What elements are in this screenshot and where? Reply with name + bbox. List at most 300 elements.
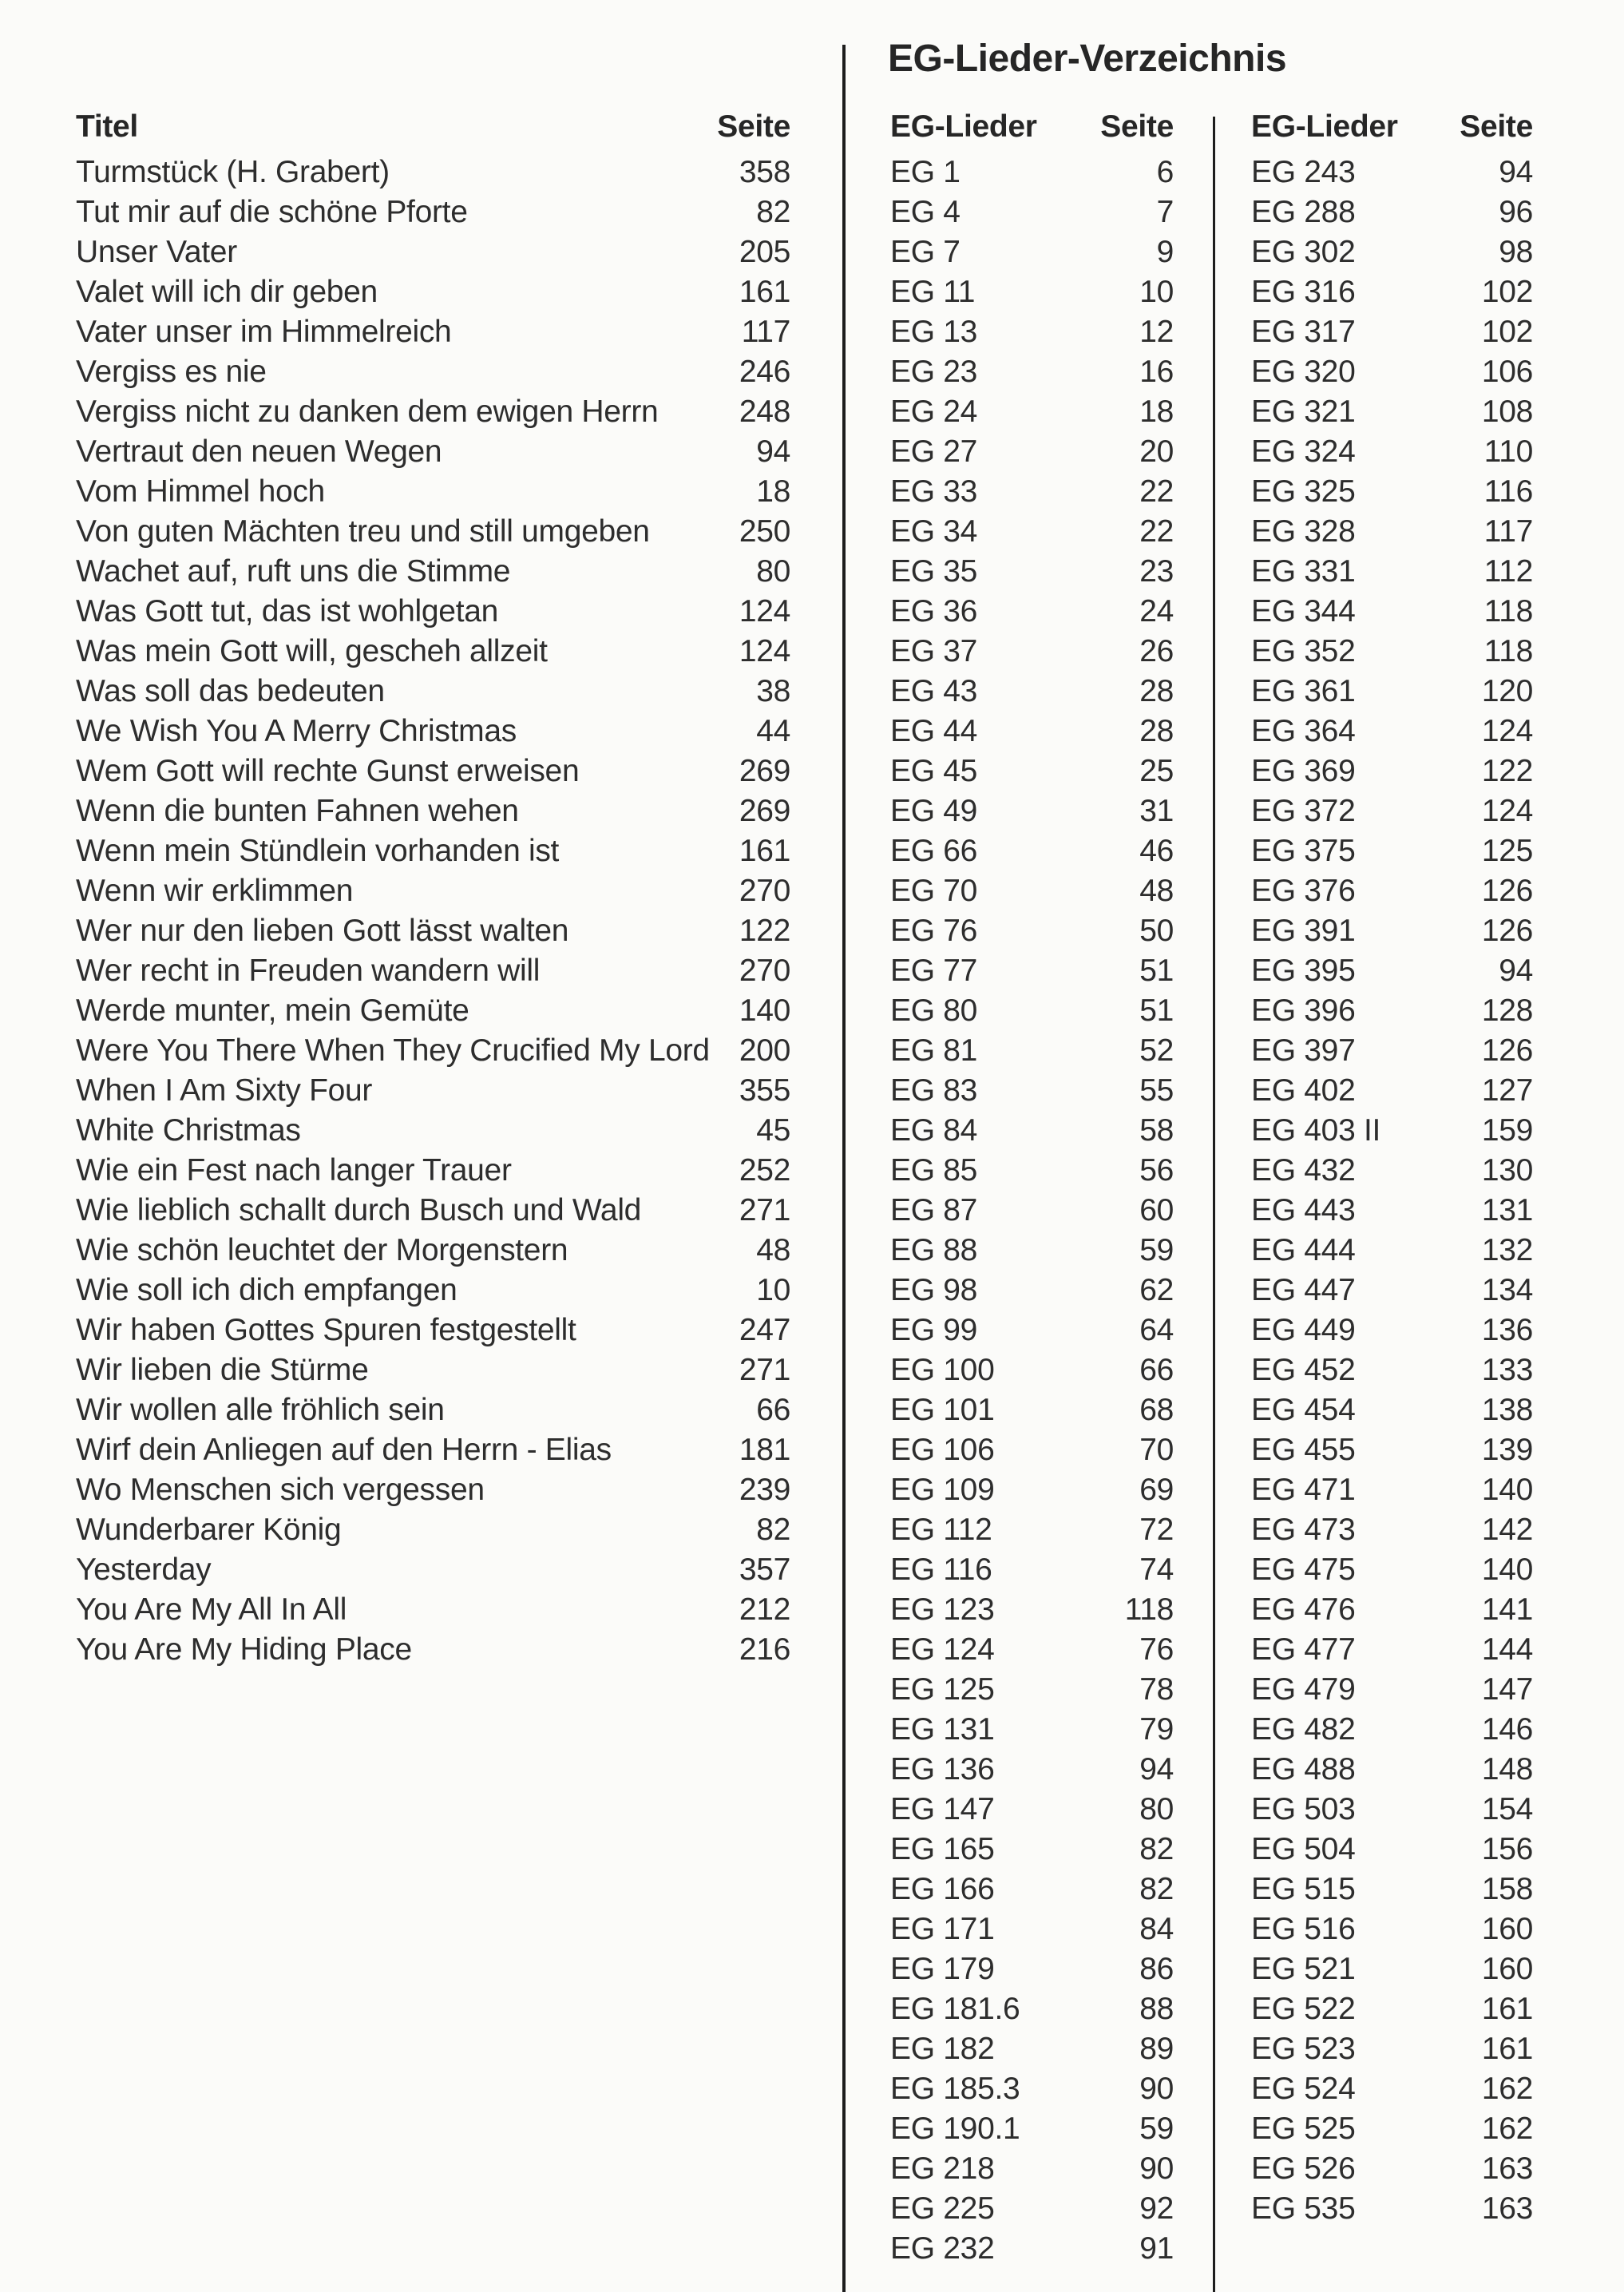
row-label: EG 479: [1251, 1671, 1356, 1707]
row-page-number: 59: [1139, 1232, 1174, 1267]
table-row: [890, 1430, 1174, 1469]
table-row: [890, 1110, 1174, 1150]
row-label: EG 70: [890, 873, 978, 908]
row-label: EG 116: [890, 1552, 992, 1587]
row-label: EG 452: [1251, 1352, 1356, 1387]
table-row: [1251, 631, 1533, 671]
row-page-number: 72: [1139, 1512, 1174, 1547]
row-label: EG 218: [890, 2151, 995, 2186]
table-row: [1251, 1989, 1533, 2028]
table-row: [1251, 351, 1533, 391]
table-row: [76, 1549, 790, 1589]
row-page-number: 48: [756, 1232, 790, 1267]
table-row: [1251, 1509, 1533, 1549]
row-page-number: 22: [1139, 474, 1174, 509]
row-label: Valet will ich dir geben: [76, 274, 378, 309]
row-label: EG 123: [890, 1592, 995, 1627]
title-index-rows: [76, 152, 790, 1669]
row-label: EG 522: [1251, 1991, 1356, 2026]
row-label: EG 181.6: [890, 1991, 1020, 2026]
table-row: [1251, 1749, 1533, 1789]
table-row: [890, 1070, 1174, 1110]
table-row: [890, 870, 1174, 910]
table-row: [890, 1350, 1174, 1390]
row-page-number: 84: [1139, 1911, 1174, 1946]
table-row: [1251, 1909, 1533, 1949]
row-label: EG 372: [1251, 793, 1356, 828]
row-page-number: 18: [1139, 394, 1174, 429]
row-page-number: 55: [1139, 1073, 1174, 1108]
row-label: EG 225: [890, 2191, 995, 2226]
row-label: EG 35: [890, 553, 978, 589]
row-label: Wie soll ich dich empfangen: [76, 1272, 457, 1307]
table-row: [890, 551, 1174, 591]
row-page-number: 62: [1139, 1272, 1174, 1307]
row-page-number: 117: [741, 314, 790, 349]
row-label: EG 376: [1251, 873, 1356, 908]
row-page-number: 98: [1499, 234, 1533, 269]
row-page-number: 160: [1481, 1951, 1533, 1986]
row-page-number: 200: [739, 1033, 790, 1068]
row-label: EG 232: [890, 2231, 995, 2266]
table-row: [1251, 1350, 1533, 1390]
table-row: [890, 1270, 1174, 1310]
table-row: [1251, 1270, 1533, 1310]
row-label: EG 503: [1251, 1791, 1356, 1826]
row-label: EG 447: [1251, 1272, 1356, 1307]
table-row: [76, 1310, 790, 1350]
table-row: [890, 1589, 1174, 1629]
table-row: [890, 1789, 1174, 1829]
row-page-number: 96: [1499, 194, 1533, 229]
row-label: EG 449: [1251, 1312, 1356, 1347]
eg-index-1-rows: [890, 152, 1174, 2268]
row-label: Unser Vater: [76, 234, 237, 269]
row-page-number: 124: [739, 633, 790, 668]
page-title: EG-Lieder-Verzeichnis: [888, 38, 1287, 80]
row-label: EG 402: [1251, 1073, 1356, 1108]
vertical-divider-left: [842, 45, 846, 2292]
row-label: Was Gott tut, das ist wohlgetan: [76, 593, 499, 629]
row-label: When I Am Sixty Four: [76, 1073, 373, 1108]
table-row: [890, 1869, 1174, 1909]
row-label: EG 84: [890, 1112, 978, 1148]
row-label: EG 476: [1251, 1592, 1356, 1627]
table-row: [1251, 1390, 1533, 1430]
row-page-number: 10: [1139, 274, 1174, 309]
eg-index-table-2: [1251, 106, 1533, 2228]
table-row: [76, 232, 790, 272]
row-label: EG 13: [890, 314, 978, 349]
row-label: Wie ein Fest nach langer Trauer: [76, 1152, 512, 1188]
row-page-number: 160: [1481, 1911, 1533, 1946]
row-label: EG 328: [1251, 514, 1356, 549]
row-page-number: 80: [1139, 1791, 1174, 1826]
table-row: [890, 2148, 1174, 2188]
row-label: EG 88: [890, 1232, 978, 1267]
row-label: Vom Himmel hoch: [76, 474, 325, 509]
row-label: EG 471: [1251, 1472, 1356, 1507]
row-label: Turmstück (H. Grabert): [76, 154, 390, 189]
row-label: EG 45: [890, 753, 978, 788]
row-page-number: 144: [1481, 1632, 1533, 1667]
row-label: Wie lieblich schallt durch Busch und Wald: [76, 1192, 642, 1227]
row-page-number: 52: [1139, 1033, 1174, 1068]
table-row: [890, 1310, 1174, 1350]
row-page-number: 163: [1481, 2151, 1533, 2186]
row-page-number: 118: [1483, 593, 1533, 629]
row-label: EG 43: [890, 673, 978, 708]
table-row: [890, 2028, 1174, 2068]
table-row: [1251, 910, 1533, 950]
table-row: [890, 1629, 1174, 1669]
table-row: [1251, 2148, 1533, 2188]
row-page-number: 124: [739, 593, 790, 629]
table-row: [890, 751, 1174, 791]
row-page-number: 159: [1481, 1112, 1533, 1148]
table-row: [1251, 831, 1533, 870]
row-page-number: 161: [739, 274, 790, 309]
row-page-number: 124: [1481, 713, 1533, 748]
table-row: [890, 2188, 1174, 2228]
row-label: EG 352: [1251, 633, 1356, 668]
row-page-number: 94: [756, 434, 790, 469]
eg-index-1-header-row: [890, 106, 1174, 146]
row-page-number: 26: [1139, 633, 1174, 668]
table-row: [890, 1829, 1174, 1869]
table-row: [890, 431, 1174, 471]
row-page-number: 163: [1481, 2191, 1533, 2226]
row-label: EG 85: [890, 1152, 978, 1188]
table-row: [890, 910, 1174, 950]
row-page-number: 140: [739, 993, 790, 1028]
table-row: [890, 1390, 1174, 1430]
row-label: EG 475: [1251, 1552, 1356, 1587]
table-row: [890, 1150, 1174, 1190]
table-row: [890, 1989, 1174, 2028]
row-page-number: 23: [1139, 553, 1174, 589]
row-label: EG 34: [890, 514, 978, 549]
row-label: EG 473: [1251, 1512, 1356, 1547]
table-row: [890, 1469, 1174, 1509]
row-page-number: 270: [739, 953, 790, 988]
row-page-number: 124: [1481, 793, 1533, 828]
row-page-number: 134: [1481, 1272, 1533, 1307]
row-page-number: 246: [739, 354, 790, 389]
table-row: [76, 831, 790, 870]
row-page-number: 69: [1139, 1472, 1174, 1507]
row-page-number: 270: [739, 873, 790, 908]
row-label: Wie schön leuchtet der Morgenstern: [76, 1232, 568, 1267]
row-label: EG 288: [1251, 194, 1356, 229]
row-page-number: 132: [1481, 1232, 1533, 1267]
row-page-number: 91: [1139, 2231, 1174, 2266]
row-page-number: 120: [1481, 673, 1533, 708]
row-label: EG 324: [1251, 434, 1356, 469]
row-page-number: 142: [1481, 1512, 1533, 1547]
row-label: Tut mir auf die schöne Pforte: [76, 194, 468, 229]
row-label: EG 243: [1251, 154, 1356, 189]
row-label: Wer recht in Freuden wandern will: [76, 953, 541, 988]
row-label: EG 317: [1251, 314, 1356, 349]
row-label: EG 526: [1251, 2151, 1356, 2186]
row-label: EG 190.1: [890, 2111, 1020, 2146]
row-page-number: 110: [1483, 434, 1533, 469]
row-label: EG 361: [1251, 673, 1356, 708]
table-row: [1251, 671, 1533, 711]
row-page-number: 122: [739, 913, 790, 948]
row-label: EG 185.3: [890, 2071, 1020, 2106]
row-label: EG 27: [890, 434, 978, 469]
row-page-number: 162: [1481, 2071, 1533, 2106]
table-row: [890, 1749, 1174, 1789]
table-row: [1251, 1669, 1533, 1709]
table-row: [1251, 471, 1533, 511]
table-row: [1251, 1310, 1533, 1350]
row-page-number: 9: [1156, 234, 1174, 269]
row-page-number: 133: [1481, 1352, 1533, 1387]
table-row: [1251, 2188, 1533, 2228]
table-row: [890, 671, 1174, 711]
row-label: You Are My Hiding Place: [76, 1632, 412, 1667]
row-page-number: 357: [739, 1552, 790, 1587]
row-page-number: 139: [1481, 1432, 1533, 1467]
row-label: EG 182: [890, 2031, 995, 2066]
table-row: [890, 990, 1174, 1030]
table-row: [1251, 1869, 1533, 1909]
table-row: [1251, 551, 1533, 591]
table-row: [76, 311, 790, 351]
table-row: [76, 431, 790, 471]
vertical-divider-middle: [1213, 117, 1215, 2292]
row-label: Wunderbarer König: [76, 1512, 342, 1547]
row-page-number: 140: [1481, 1472, 1533, 1507]
row-label: EG 49: [890, 793, 978, 828]
row-page-number: 48: [1139, 873, 1174, 908]
table-row: [1251, 1469, 1533, 1509]
table-row: [1251, 2028, 1533, 2068]
row-page-number: 82: [1139, 1831, 1174, 1866]
title-index-header-row: [76, 106, 790, 146]
row-page-number: 12: [1139, 314, 1174, 349]
row-label: EG 124: [890, 1632, 995, 1667]
row-label: EG 375: [1251, 833, 1356, 868]
row-label: EG 477: [1251, 1632, 1356, 1667]
row-page-number: 66: [756, 1392, 790, 1427]
row-page-number: 108: [1481, 394, 1533, 429]
table-row: [1251, 1829, 1533, 1869]
row-label: EG 81: [890, 1033, 978, 1068]
row-label: Vergiss es nie: [76, 354, 267, 389]
eg-index-table-1: [890, 106, 1174, 2268]
table-row: [1251, 1709, 1533, 1749]
row-page-number: 358: [739, 154, 790, 189]
row-page-number: 247: [739, 1312, 790, 1347]
row-page-number: 60: [1139, 1192, 1174, 1227]
row-page-number: 20: [1139, 434, 1174, 469]
table-row: [76, 990, 790, 1030]
table-row: [1251, 1110, 1533, 1150]
row-page-number: 58: [1139, 1112, 1174, 1148]
row-label: EG 77: [890, 953, 978, 988]
table-row: [1251, 2068, 1533, 2108]
table-row: [76, 1350, 790, 1390]
table-row: [76, 391, 790, 431]
table-row: [76, 591, 790, 631]
row-label: Wir haben Gottes Spuren festgestellt: [76, 1312, 576, 1347]
eg-index-2-rows: [1251, 152, 1533, 2228]
table-row: [1251, 1030, 1533, 1070]
row-page-number: 88: [1139, 1991, 1174, 2026]
table-row: [890, 1030, 1174, 1070]
row-label: White Christmas: [76, 1112, 301, 1148]
row-page-number: 80: [756, 553, 790, 589]
row-label: EG 166: [890, 1871, 995, 1906]
row-page-number: 10: [756, 1272, 790, 1307]
table-row: [890, 311, 1174, 351]
row-page-number: 117: [1483, 514, 1533, 549]
row-page-number: 28: [1139, 673, 1174, 708]
table-row: [1251, 751, 1533, 791]
table-row: [76, 791, 790, 831]
table-row: [76, 471, 790, 511]
row-label: EG 66: [890, 833, 978, 868]
row-label: EG 106: [890, 1432, 995, 1467]
row-label: EG 395: [1251, 953, 1356, 988]
table-row: [890, 192, 1174, 232]
row-label: EG 432: [1251, 1152, 1356, 1188]
row-page-number: 212: [739, 1592, 790, 1627]
table-row: [1251, 311, 1533, 351]
table-row: [1251, 1430, 1533, 1469]
table-row: [890, 591, 1174, 631]
table-row: [76, 351, 790, 391]
row-page-number: 92: [1139, 2191, 1174, 2226]
table-row: [76, 192, 790, 232]
table-row: [76, 1589, 790, 1629]
row-label: Wenn die bunten Fahnen wehen: [76, 793, 519, 828]
row-label: You Are My All In All: [76, 1592, 347, 1627]
table-row: [1251, 1789, 1533, 1829]
table-row: [76, 1270, 790, 1310]
table-row: [890, 1230, 1174, 1270]
row-label: EG 504: [1251, 1831, 1356, 1866]
row-page-number: 181: [739, 1432, 790, 1467]
row-page-number: 126: [1481, 1033, 1533, 1068]
table-row: [890, 791, 1174, 831]
table-row: [1251, 1190, 1533, 1230]
row-page-number: 68: [1139, 1392, 1174, 1427]
table-row: [890, 1909, 1174, 1949]
row-page-number: 126: [1481, 913, 1533, 948]
row-label: EG 302: [1251, 234, 1356, 269]
row-page-number: 44: [756, 713, 790, 748]
table-row: [76, 1150, 790, 1190]
row-label: Vater unser im Himmelreich: [76, 314, 452, 349]
row-page-number: 74: [1139, 1552, 1174, 1587]
row-page-number: 94: [1139, 1751, 1174, 1786]
row-page-number: 90: [1139, 2151, 1174, 2186]
row-page-number: 50: [1139, 913, 1174, 948]
row-label: Wer nur den lieben Gott lässt walten: [76, 913, 569, 948]
table-row: [890, 711, 1174, 751]
row-label: EG 364: [1251, 713, 1356, 748]
row-label: EG 524: [1251, 2071, 1356, 2106]
row-page-number: 162: [1481, 2111, 1533, 2146]
row-label: Was mein Gott will, gescheh allzeit: [76, 633, 548, 668]
row-label: EG 523: [1251, 2031, 1356, 2066]
row-page-number: 82: [1139, 1871, 1174, 1906]
row-label: Wirf dein Anliegen auf den Herrn - Elias: [76, 1432, 612, 1467]
table-row: [890, 1949, 1174, 1989]
row-label: EG 125: [890, 1671, 995, 1707]
table-row: [1251, 1549, 1533, 1589]
row-page-number: 6: [1156, 154, 1174, 189]
row-page-number: 28: [1139, 713, 1174, 748]
table-row: [890, 1709, 1174, 1749]
table-row: [890, 950, 1174, 990]
row-label: EG 23: [890, 354, 978, 389]
row-page-number: 269: [739, 793, 790, 828]
row-page-number: 161: [1481, 1991, 1533, 2026]
row-page-number: 78: [1139, 1671, 1174, 1707]
row-label: EG 516: [1251, 1911, 1356, 1946]
row-page-number: 16: [1139, 354, 1174, 389]
row-page-number: 82: [756, 194, 790, 229]
row-page-number: 64: [1139, 1312, 1174, 1347]
table-row: [1251, 950, 1533, 990]
row-page-number: 66: [1139, 1352, 1174, 1387]
table-row: [76, 1390, 790, 1430]
table-row: [1251, 1230, 1533, 1270]
row-page-number: 136: [1481, 1312, 1533, 1347]
table-row: [890, 1669, 1174, 1709]
row-page-number: 269: [739, 753, 790, 788]
row-label: Yesterday: [76, 1552, 212, 1587]
table-row: [76, 1509, 790, 1549]
row-page-number: 90: [1139, 2071, 1174, 2106]
row-label: EG 482: [1251, 1711, 1356, 1747]
table-row: [76, 152, 790, 192]
row-label: EG 521: [1251, 1951, 1356, 1986]
row-label: We Wish You A Merry Christmas: [76, 713, 517, 748]
row-page-number: 70: [1139, 1432, 1174, 1467]
table-row: [1251, 1070, 1533, 1110]
row-label: EG 321: [1251, 394, 1356, 429]
table-row: [76, 870, 790, 910]
row-page-number: 82: [756, 1512, 790, 1547]
row-page-number: 146: [1481, 1711, 1533, 1747]
row-label: EG 136: [890, 1751, 995, 1786]
row-page-number: 59: [1139, 2111, 1174, 2146]
row-label: EG 44: [890, 713, 978, 748]
row-page-number: 127: [1481, 1073, 1533, 1108]
row-label: EG 7: [890, 234, 961, 269]
row-page-number: 355: [739, 1073, 790, 1108]
row-page-number: 112: [1483, 553, 1533, 589]
table-row: [890, 391, 1174, 431]
row-label: Wir lieben die Stürme: [76, 1352, 369, 1387]
table-row: [1251, 2108, 1533, 2148]
row-label: EG 147: [890, 1791, 995, 1826]
row-page-number: 31: [1139, 793, 1174, 828]
row-page-number: 56: [1139, 1152, 1174, 1188]
table-row: [890, 1190, 1174, 1230]
row-page-number: 271: [739, 1192, 790, 1227]
row-page-number: 161: [1481, 2031, 1533, 2066]
row-label: EG 488: [1251, 1751, 1356, 1786]
table-row: [1251, 1629, 1533, 1669]
